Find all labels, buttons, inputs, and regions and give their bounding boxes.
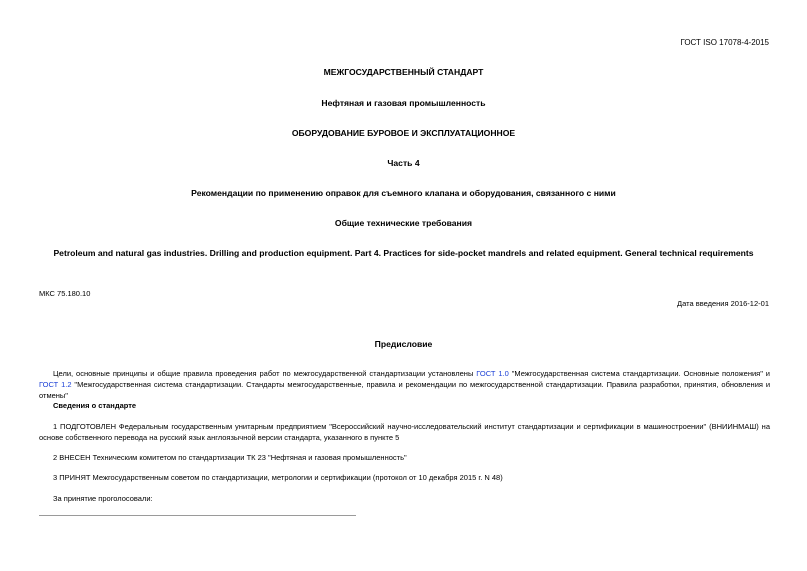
gost-1-0-link[interactable]: ГОСТ 1.0 [476, 369, 509, 378]
divider-line [39, 515, 356, 516]
foreword-text-1: Цели, основные принципы и общие правила проведения работ по межгосударственной стандартизации установлены [53, 369, 477, 378]
voted-label: За принятие проголосовали: [53, 494, 153, 503]
info-item-1: 1 ПОДГОТОВЛЕН Федеральным государственным унитарным предприятием "Всероссийский научно-исследовательский институт стандартизации и сертификации в машиностроении" (ВНИИНМАШ) на основе собственного перевода на русский язык англоязычной версии стандарта, указанного в пункте 5 [39, 422, 770, 442]
equipment-title: ОБОРУДОВАНИЕ БУРОВОЕ И ЭКСПЛУАТАЦИОННОЕ [291, 128, 516, 138]
foreword-text-3: "Межгосударственная система стандартизации. Стандарты межгосударственные, правила и рекомендации по межгосударственной стандартизации. Правила разработки, принятия, обновления и отмены" [39, 380, 771, 400]
standard-type-title: МЕЖГОСУДАРСТВЕННЫЙ СТАНДАРТ [323, 67, 484, 77]
part-title: Часть 4 [387, 158, 420, 168]
requirements-title: Общие технические требования [334, 218, 473, 228]
foreword-paragraph [39, 368, 770, 401]
industry-title: Нефтяная и газовая промышленность [321, 98, 486, 108]
foreword-text-2: "Межгосударственная система стандартизации. Основные положения" и [508, 369, 770, 378]
document-code: ГОСТ ISO 17078-4-2015 [680, 38, 769, 47]
foreword-heading: Предисловие [374, 339, 433, 349]
info-item-3: 3 ПРИНЯТ Межгосударственным советом по стандартизации, метрологии и сертификации (протокол от 10 декабря 2015 г. N 48) [53, 473, 503, 482]
gost-1-2-link[interactable]: ГОСТ 1.2 [39, 380, 72, 389]
introduction-date: Дата введения 2016-12-01 [677, 299, 769, 308]
standard-info-heading: Сведения о стандарте [53, 401, 137, 410]
info-item-2: 2 ВНЕСЕН Техническим комитетом по стандартизации ТК 23 "Нефтяная и газовая промышленность" [53, 453, 407, 462]
subject-title: Рекомендации по применению оправок для съемного клапана и оборудования, связанного с ними [191, 188, 616, 198]
english-title: Petroleum and natural gas industries. Drilling and production equipment. Part 4. Practices for side-pocket mandrels and related equipment. General technical requirements [53, 248, 754, 258]
mks-code: МКС 75.180.10 [39, 289, 91, 298]
